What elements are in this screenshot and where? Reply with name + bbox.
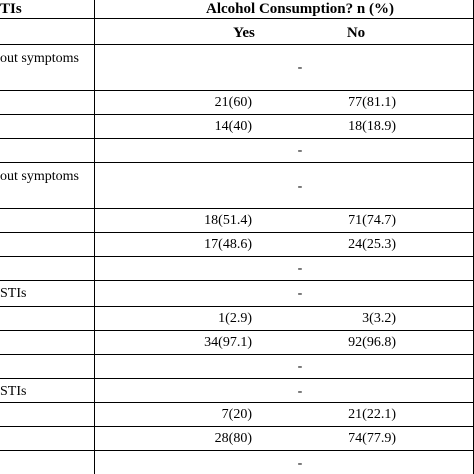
group-header-rule [0,18,474,19]
no-value-cell: 24(25.3) [348,237,396,252]
yes-value-cell: 17(48.6) [204,237,252,252]
empty-cell-dash: - [297,384,303,399]
no-column-header: No [346,25,366,41]
yes-value-cell: 1(2.9) [218,311,252,326]
row-divider [0,162,474,163]
no-value-cell: 77(81.1) [348,95,396,110]
no-value-cell: 74(77.9) [348,431,396,446]
yes-value-cell: 14(40) [214,119,252,134]
row-divider [0,114,474,115]
row-divider [0,378,474,379]
empty-cell-dash: - [297,456,303,471]
empty-cell-dash: - [297,179,303,194]
row-divider [0,256,474,257]
group-header: Alcohol Consumption? n (%) [206,1,394,17]
empty-cell-dash: - [297,359,303,374]
no-value-cell: 18(18.9) [348,119,396,134]
row-divider [0,354,474,355]
yes-value-cell: 21(60) [214,95,252,110]
no-value-cell: 71(74.7) [348,213,396,228]
row-label: STIs [0,384,27,399]
row-divider [0,90,474,91]
row-label: out symptoms [0,51,79,66]
row-divider [0,232,474,233]
yes-value-cell: 7(20) [221,407,252,422]
row-divider [0,402,474,403]
row-divider [0,330,474,331]
first-column-header: TIs [0,1,22,17]
yes-value-cell: 34(97.1) [204,335,252,350]
column-divider [94,0,95,474]
row-divider [0,208,474,209]
row-divider [0,280,474,281]
no-value-cell: 92(96.8) [348,335,396,350]
empty-cell-dash: - [297,60,303,75]
row-divider [0,450,474,451]
row-divider [0,138,474,139]
row-divider [0,306,474,307]
row-divider [0,426,474,427]
yes-value-cell: 18(51.4) [204,213,252,228]
row-divider [0,44,474,45]
no-value-cell: 3(3.2) [362,311,396,326]
empty-cell-dash: - [297,261,303,276]
row-label: STIs [0,286,27,301]
empty-cell-dash: - [297,286,303,301]
yes-value-cell: 28(80) [214,431,252,446]
yes-column-header: Yes [233,25,255,41]
no-value-cell: 21(22.1) [348,407,396,422]
row-label: out symptoms [0,169,79,184]
empty-cell-dash: - [297,143,303,158]
